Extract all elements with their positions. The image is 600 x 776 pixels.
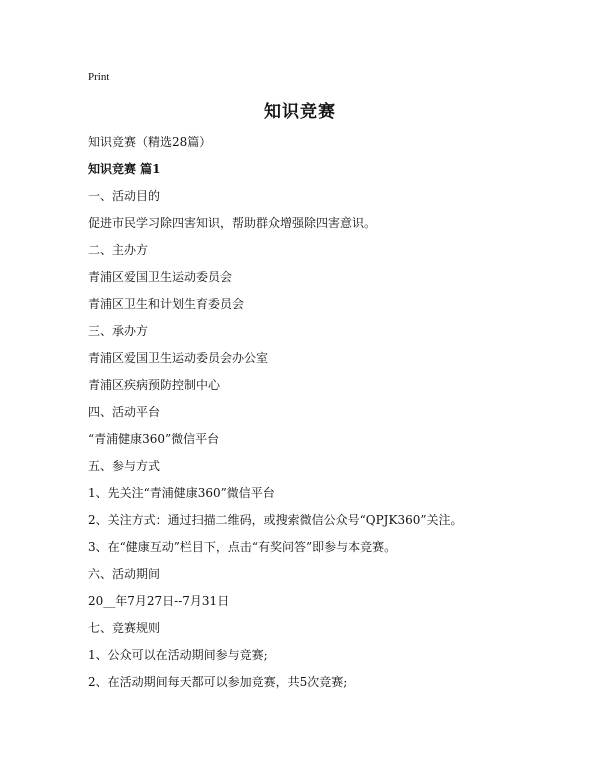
item-heading: 二、主办方: [88, 243, 149, 257]
document-title: 知识竞赛: [264, 102, 336, 122]
paragraph-line: 青浦区爱国卫生运动委员会办公室: [88, 351, 269, 365]
document-body: [88, 132, 558, 699]
item-heading: 一、活动目的: [88, 189, 161, 203]
paragraph-line: 青浦区卫生和计划生育委员会: [88, 297, 245, 311]
paragraph-line: 1、公众可以在活动期间参与竞赛;: [88, 648, 268, 662]
item-heading: 六、活动期间: [88, 567, 161, 581]
paragraph-line: 1、先关注“青浦健康360”微信平台: [88, 486, 275, 500]
item-heading: 五、参与方式: [88, 459, 161, 473]
item-heading: 四、活动平台: [88, 405, 161, 419]
paragraph-line: 2、关注方式：通过扫描二维码，或搜索微信公众号“QPJK360”关注。: [88, 513, 463, 527]
subtitle-line: 知识竞赛（精选28篇）: [88, 135, 212, 149]
item-heading: 七、竞赛规则: [88, 621, 161, 635]
paragraph-line: 促进市民学习除四害知识，帮助群众增强除四害意识。: [88, 216, 377, 230]
print-label: Print: [88, 71, 110, 83]
paragraph-line: 青浦区爱国卫生运动委员会: [88, 270, 233, 284]
paragraph-line: 2、在活动期间每天都可以参加竞赛，共5次竞赛;: [88, 675, 348, 689]
item-heading: 三、承办方: [88, 324, 149, 338]
paragraph-line: 青浦区疾病预防控制中心: [88, 378, 221, 392]
paragraph-line: 3、在“健康互动”栏目下，点击“有奖问答”即参与本竞赛。: [88, 540, 397, 554]
section-heading: 知识竞赛 篇1: [88, 162, 161, 176]
paragraph-line: 20__年7月27日--7月31日: [88, 594, 230, 608]
paragraph-line: “青浦健康360”微信平台: [88, 432, 220, 446]
